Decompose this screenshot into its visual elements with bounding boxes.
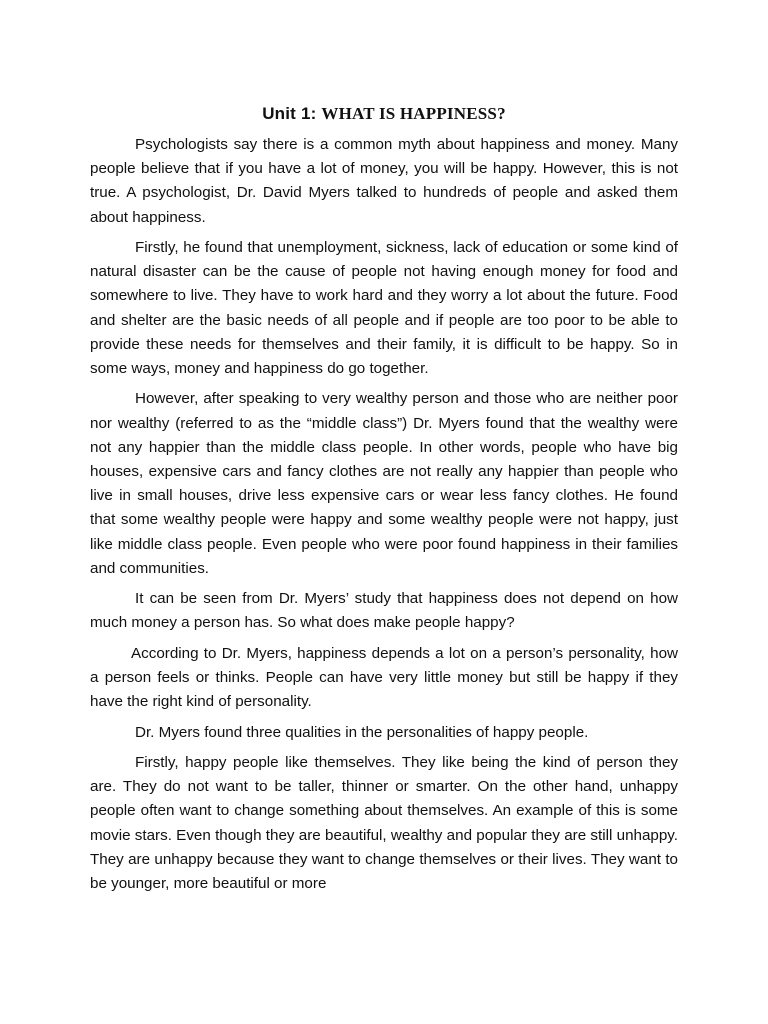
title-text: WHAT IS HAPPINESS? (321, 104, 506, 123)
paragraph-wealthy: However, after speaking to very wealthy person and those who are neither poor nor wealthy (referred to as the “middle class”) Dr. Myers found that the wealthy were not any happier than the middle class people. In other words, people who have big houses, expensive cars and fancy clothes are not really any happier than people who live in small houses, drive less expensive cars or wear less fancy clothes. He found that some wealthy people were happy and some wealthy people were not happy, just like middle class people. Even people who were poor found happiness in their families and communities. (90, 390, 678, 577)
paragraph-personality: According to Dr. Myers, happiness depends a lot on a person’s personality, how a person feels or thinks. People can have very little money but still be happy if they have the right kind of personality. (90, 644, 678, 711)
document-body (90, 101, 678, 902)
paragraph-three-qualities: Dr. Myers found three qualities in the personalities of happy people. (135, 723, 589, 741)
paragraph-firstly-money: Firstly, he found that unemployment, sickness, lack of education or some kind of natural disaster can be the cause of people not having enough money for food and somewhere to live. They have to work hard and they worry a lot about the future. Food and shelter are the basic needs of all people and if people are too poor to be able to provide these needs for themselves and their family, it is difficult to be happy. So in some ways, money and happiness do go together. (90, 239, 678, 378)
paragraph-like-themselves: Firstly, happy people like themselves. They like being the kind of person they are. They do not want to be taller, thinner or smarter. On the other hand, unhappy people often want to change something about themselves. An example of this is some movie stars. Even though they are beautiful, wealthy and popular they are still unhappy. They are unhappy because they want to change themselves or their lives. They want to be younger, more beautiful or more (90, 754, 678, 893)
paragraph-study: It can be seen from Dr. Myers’ study that happiness does not depend on how much money a person has. So what does make people happy? (90, 590, 678, 632)
document-title (90, 101, 678, 127)
title-unit-label: Unit 1: (262, 104, 322, 123)
paragraph-myth: Psychologists say there is a common myth about happiness and money. Many people believe that if you have a lot of money, you will be happy. However, this is not true. A psychologist, Dr. David Myers talked to hundreds of people and asked them about happiness. (90, 136, 678, 226)
